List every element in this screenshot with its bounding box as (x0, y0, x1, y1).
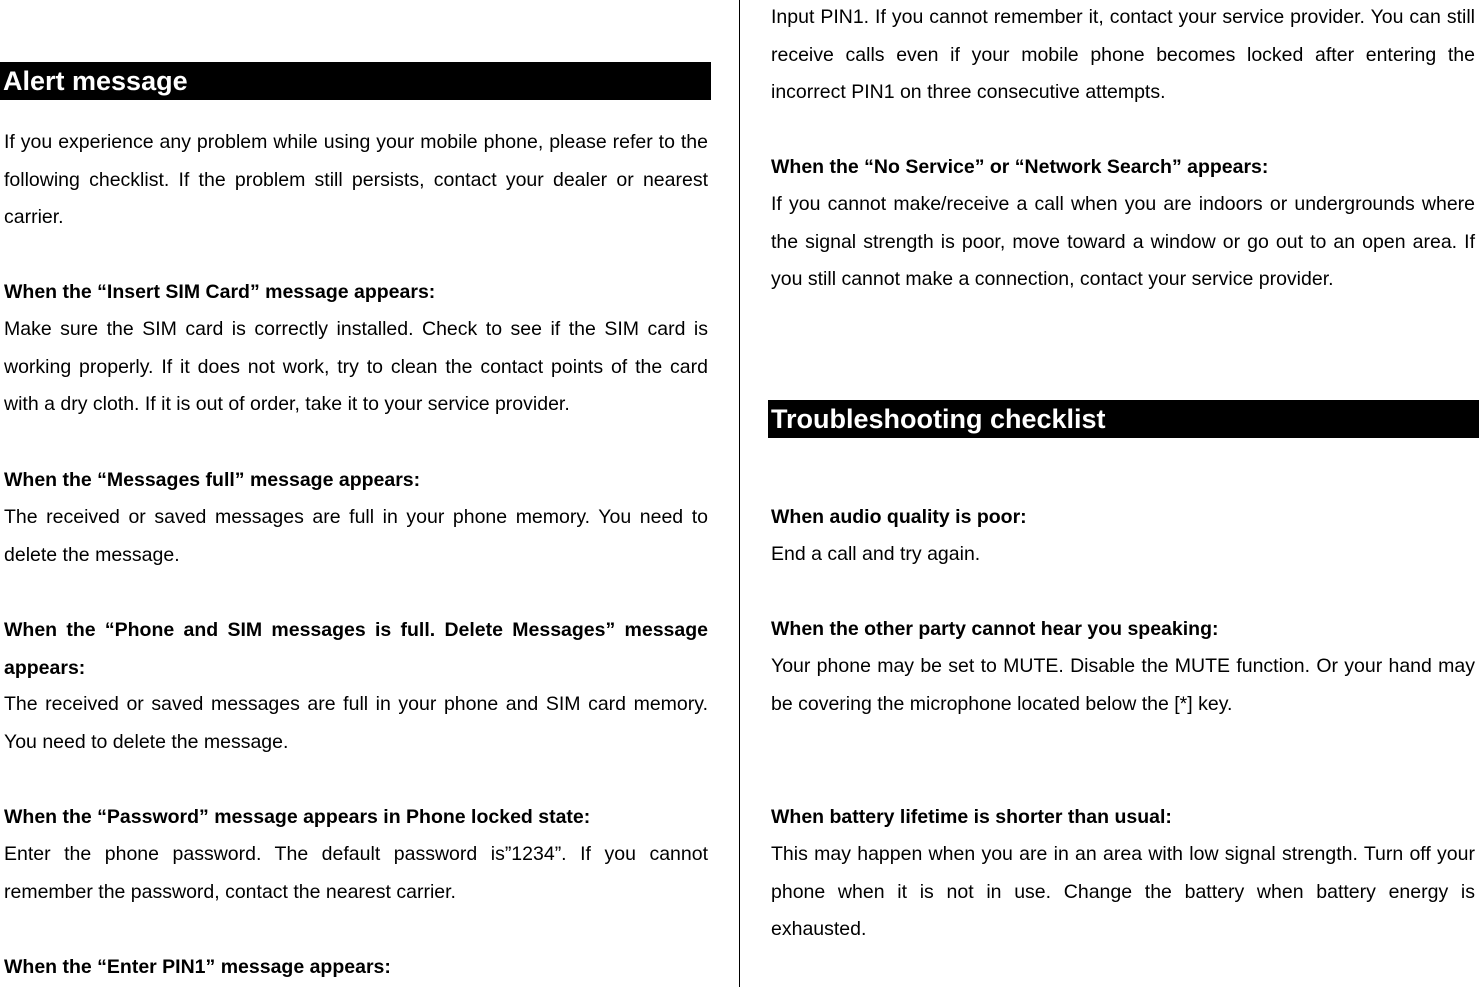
column-divider (739, 0, 740, 987)
no-service-body: If you cannot make/receive a call when you are indoors or undergrounds where the signal strength is poor, move toward a window or go out to an open area. If you still cannot make a connection, contact your service provider. (771, 193, 1475, 290)
phone-sim-full-body: The received or saved messages are full in your phone and SIM card memory. You need to delete the message. (4, 693, 708, 753)
alert-message-title: Alert message (3, 66, 188, 96)
troubleshooting-title: Troubleshooting checklist (771, 404, 1106, 434)
messages-full-body: The received or saved messages are full in your phone memory. You need to delete the message. (4, 506, 708, 566)
audio-quality-heading: When audio quality is poor: (771, 506, 1027, 528)
battery-lifetime-heading: When battery lifetime is shorter than usual: (771, 806, 1172, 828)
audio-quality-body: End a call and try again. (771, 543, 981, 565)
alert-message-banner (0, 62, 711, 100)
phone-sim-full-heading: When the “Phone and SIM messages is full. Delete Messages” message appears: (4, 619, 708, 679)
insert-sim-heading: When the “Insert SIM Card” message appears: (4, 281, 436, 303)
enter-pin1-body: Input PIN1. If you cannot remember it, contact your service provider. You can still receive calls even if your mobile phone becomes locked after entering the incorrect PIN1 on three consecutive attempts. (771, 6, 1475, 103)
no-service-heading: When the “No Service” or “Network Search” appears: (771, 156, 1269, 178)
alert-intro-paragraph: If you experience any problem while using your mobile phone, please refer to the following checklist. If the problem still persists, contact your dealer or nearest carrier. (4, 131, 708, 228)
cannot-hear-body: Your phone may be set to MUTE. Disable the MUTE function. Or your hand may be covering the microphone located below the [*] key. (771, 655, 1475, 715)
insert-sim-body: Make sure the SIM card is correctly installed. Check to see if the SIM card is working properly. If it does not work, try to clean the contact points of the card with a dry cloth. If it is out of order, take it to your service provider. (4, 318, 708, 415)
troubleshooting-banner (768, 400, 1479, 438)
messages-full-heading: When the “Messages full” message appears: (4, 469, 421, 491)
password-heading: When the “Password” message appears in Phone locked state: (4, 806, 591, 828)
password-body: Enter the phone password. The default password is”1234”. If you cannot remember the password, contact the nearest carrier. (4, 843, 708, 903)
battery-lifetime-body: This may happen when you are in an area with low signal strength. Turn off your phone when it is not in use. Change the battery when battery energy is exhausted. (771, 843, 1475, 940)
enter-pin1-heading: When the “Enter PIN1” message appears: (4, 956, 391, 978)
cannot-hear-heading: When the other party cannot hear you speaking: (771, 618, 1219, 640)
